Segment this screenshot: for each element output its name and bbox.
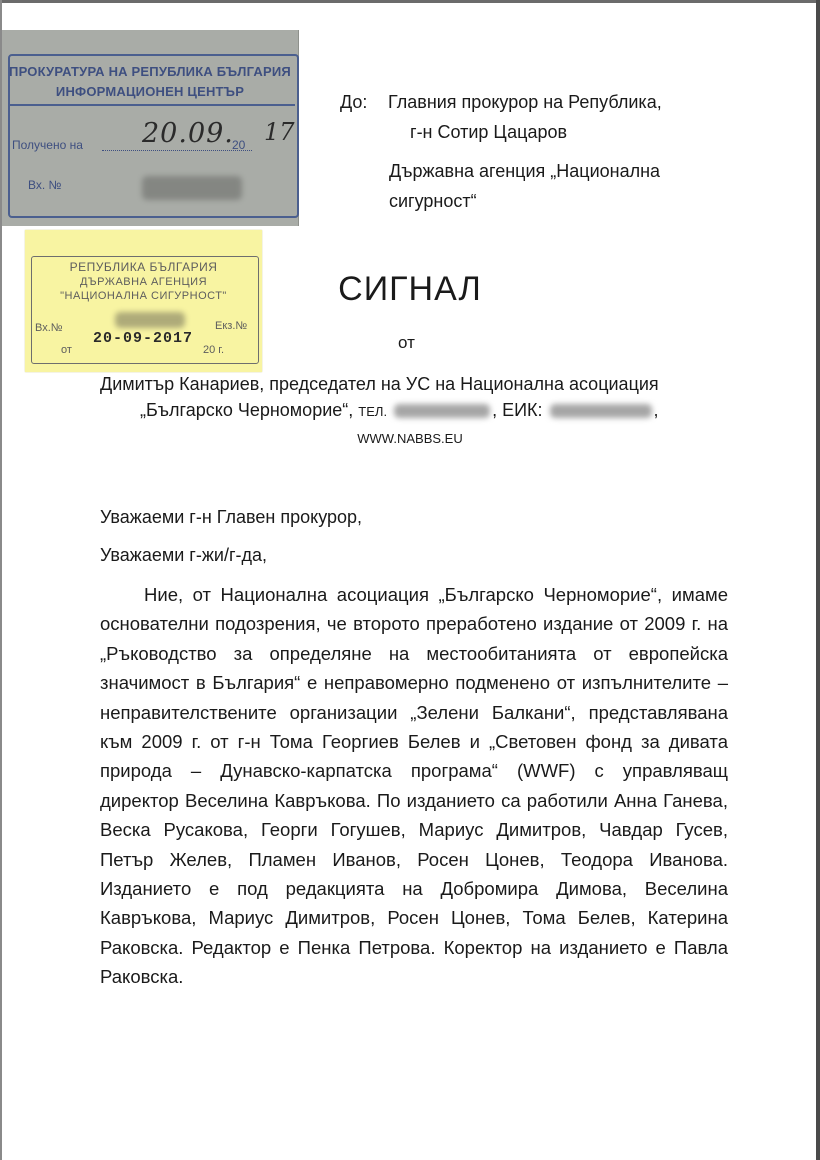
stamp-country: РЕПУБЛИКА БЪЛГАРИЯ: [69, 260, 218, 274]
stamp-received-label: Получено на: [12, 138, 83, 152]
addressee-to-label: До:: [340, 92, 368, 112]
stamp-year-label: 20 г.: [203, 344, 225, 356]
from-label: от: [398, 333, 415, 352]
stamp-number-label: Вх. №: [28, 178, 62, 192]
stamp-date-dotted-line: [102, 150, 252, 151]
stamp-agency-line1: ДЪРЖАВНА АГЕНЦИЯ: [79, 276, 208, 288]
stamp-from-label: от: [61, 344, 72, 356]
redacted-registration-number: [142, 176, 242, 200]
stamp-date: 20-09-2017: [93, 330, 194, 347]
stamp-divider: [8, 104, 295, 106]
sender-organization: „Българско Черноморие“,: [140, 400, 354, 420]
prosecutor-registration-stamp: [2, 30, 299, 226]
stamp-number-label: Вх.№: [35, 322, 63, 334]
stamp-institution: ПРОКУРАТУРА НА РЕПУБЛИКА БЪЛГАРИЯ: [9, 64, 291, 79]
sender-website: WWW.NABBS.EU: [357, 431, 463, 446]
greeting-general: Уважаеми г-жи/г-да,: [100, 545, 268, 565]
addressee-line-3: Държавна агенция „Национална: [389, 161, 661, 181]
sender-line-2: [140, 400, 659, 421]
redacted-phone-number: [394, 404, 490, 418]
document-title: СИГНАЛ: [338, 270, 482, 308]
addressee-line-4: сигурност“: [389, 191, 477, 211]
stamp-agency-line2: "НАЦИОНАЛНА СИГУРНОСТ": [60, 290, 227, 302]
stamp-department: ИНФОРМАЦИОНЕН ЦЕНТЪР: [55, 84, 245, 99]
stamp-year-prefix: 20: [232, 138, 246, 152]
addressee-line-1: Главния прокурор на Република,: [388, 92, 662, 112]
eik-label: , ЕИК:: [492, 400, 543, 420]
page-edge-top: [0, 0, 820, 3]
stamp-copy-label: Екз.№: [215, 320, 248, 332]
redacted-registration-number: [115, 312, 185, 328]
page-edge-right: [816, 0, 820, 1160]
greeting-prosecutor: Уважаеми г-н Главен прокурор,: [100, 507, 363, 527]
sender-line-1: Димитър Канариев, председател на УС на Национална асоциация: [100, 374, 659, 394]
phone-label: ТЕЛ.: [358, 404, 388, 419]
redacted-eik-number: [550, 404, 652, 418]
addressee-line-2: г-н Сотир Цацаров: [410, 122, 568, 142]
sender-trailing-comma: ,: [653, 400, 659, 420]
handwritten-received-date: 20.09.: [142, 118, 234, 149]
body-paragraph: Ние, от Национална асоциация „Българско Черноморие“, имаме основателни подозрения, че второто преработено издание от 2009 г. на „Ръководство за определяне на местообитанията от европейска значимост в България“ е неправомерно подменено от изпълнителите – неправителствените организации „Зелени Балкани“, представлявана към 2009 г. от г-н Тома Георгиев Белев и „Световен фонд за дивата природа – Дунавско-карпатска програма“ (WWF) с управляващ директор Веселина Кавръкова. По изданието са работили Анна Ганева, Веска Русакова, Георги Гогушев, Мариус Димитров, Чавдар Гусев, Петър Желев, Пламен Иванов, Росен Цонев, Теодора Иванова. Изданието е под редакцията на Добромира Димова, Веселина Кавръкова, Мариус Димитров, Росен Цонев, Тома Белев, Катерина Раковска. Редактор е Пенка Петрова. Коректор на изданието е Павла Раковска.: [100, 584, 728, 988]
handwritten-received-year: 17: [264, 118, 295, 146]
